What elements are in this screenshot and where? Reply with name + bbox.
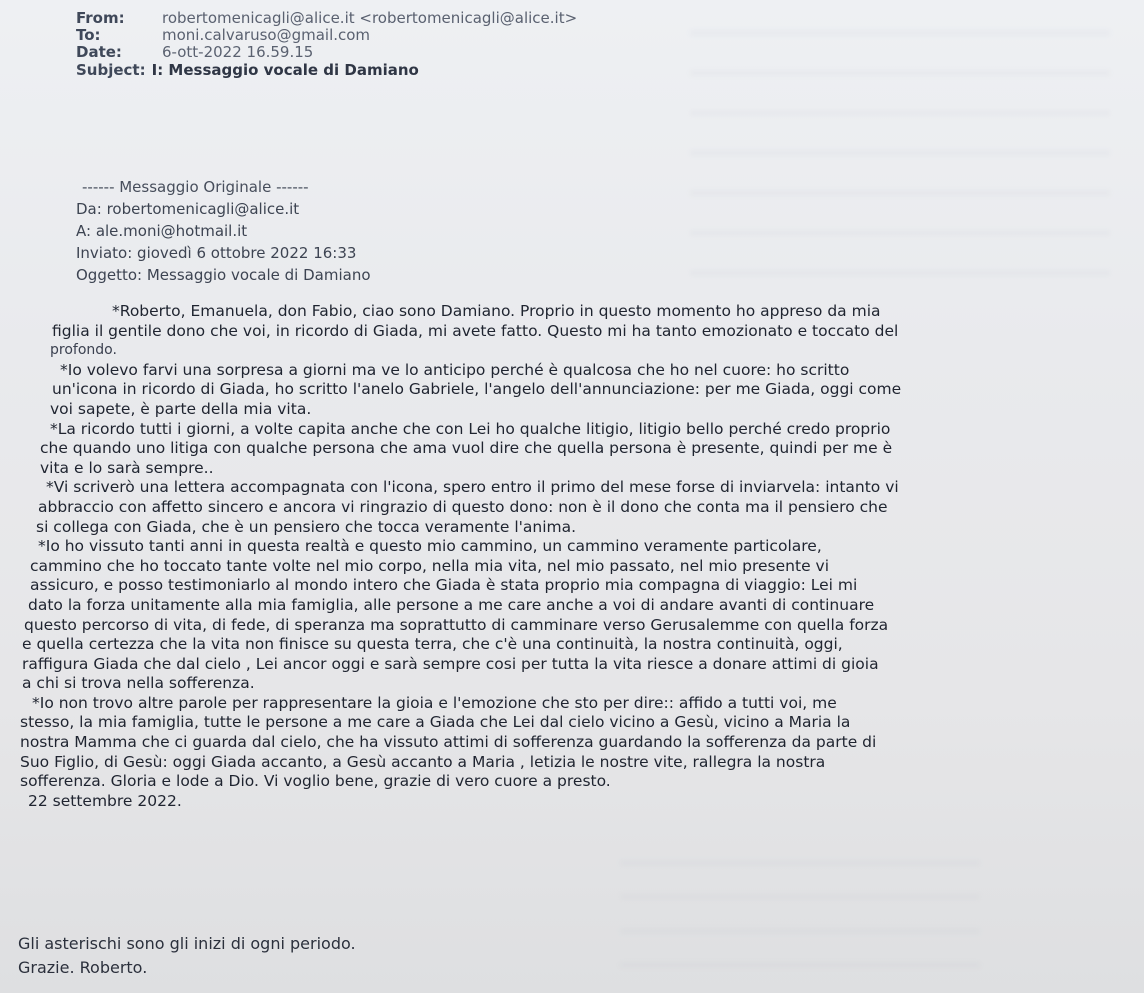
body-line: *Io non trovo altre parole per rappresentare la gioia e l'emozione che sto per dire:: affido a tutti voi, me: [32, 693, 837, 712]
subject-value: I: Messaggio vocale di Damiano: [151, 61, 419, 79]
original-a: A: ale.moni@hotmail.it: [76, 222, 248, 240]
date-label: Date:: [76, 43, 122, 61]
body-line: *Vi scriverò una lettera accompagnata con l'icona, spero entro il primo del mese forse di inviarvela: intanto vi: [46, 478, 899, 497]
footer-note: Gli asterischi sono gli inizi di ogni periodo.: [18, 934, 356, 953]
to-row: [76, 27, 577, 44]
body-line: *Io ho vissuto tanti anni in questa realtà e questo mio cammino, un cammino veramente particolare,: [38, 537, 822, 556]
body-line: nostra Mamma che ci guarda dal cielo, che ha vissuto attimi di sofferenza guardando la sofferenza da parte di: [20, 733, 877, 752]
body-line: *La ricordo tutti i giorni, a volte capita anche che con Lei ho qualche litigio, litigio bello perché credo proprio: [50, 419, 891, 438]
body-line: raffigura Giada che dal cielo , Lei ancor oggi e sarà sempre cosi per tutta la vita riesce a donare attimi di gioia: [22, 654, 879, 673]
date-value: 6-ott-2022 16.59.15: [162, 43, 314, 61]
body-line: sofferenza. Gloria e lode a Dio. Vi voglio bene, grazie di vero cuore a presto.: [20, 772, 611, 791]
body-line: un'icona in ricordo di Giada, ho scritto l'anelo Gabriele, l'angelo dell'annunciazione: per me Giada, oggi come: [52, 380, 902, 399]
body-line: figlia il gentile dono che voi, in ricordo di Giada, mi avete fatto. Questo mi ha tanto emozionato e toccato del: [52, 321, 899, 340]
message-body: [20, 302, 1130, 811]
body-line: dato la forza unitamente alla mia famiglia, alle persone a me care anche a voi di andare avanti di continuare: [28, 595, 875, 614]
body-line: a chi si trova nella sofferenza.: [22, 674, 255, 693]
date-row: [76, 44, 577, 61]
body-line: *Io volevo farvi una sorpresa a giorni ma ve lo anticipo perché è qualcosa che ho nel cuore: ho scritto: [60, 360, 850, 379]
body-line: assicuro, e posso testimoniarlo al mondo intero che Giada è stata proprio mia compagna di viaggio: Lei mi: [30, 576, 858, 595]
body-line: e quella certezza che la vita non finisce su questa terra, che c'è una continuità, la nostra continuità, oggi,: [22, 635, 843, 654]
body-line: voi sapete, è parte della mia vita.: [50, 399, 312, 418]
from-row: [76, 10, 577, 27]
subject-label: Subject:: [76, 61, 146, 79]
footer: [18, 932, 356, 980]
body-line: profondo.: [50, 342, 117, 359]
bleed-through-shadow: [690, 30, 1110, 290]
body-line: abbraccio con affetto sincero e ancora vi ringrazio di questo dono: non è il dono che conta ma il pensiero che: [38, 497, 888, 516]
body-line: *Roberto, Emanuela, don Fabio, ciao sono Damiano. Proprio in questo momento ho appreso da mia: [112, 302, 881, 320]
body-line: che quando uno litiga con qualche persona che ama vuol dire che quella persona è presente, quindi per me è: [40, 439, 893, 458]
original-inviato: Inviato: giovedì 6 ottobre 2022 16:33: [76, 244, 357, 262]
body-line: si collega con Giada, che è un pensiero che tocca veramente l'anima.: [36, 517, 577, 536]
to-value: moni.calvaruso@gmail.com: [162, 26, 371, 44]
to-label: To:: [76, 26, 101, 44]
email-header: [76, 10, 577, 79]
body-date: 22 settembre 2022.: [28, 791, 182, 810]
original-message-block: [76, 176, 371, 286]
body-line: stesso, la mia famiglia, tutte le persone a me care a Giada che Lei dal cielo vicino a Gesù, vicino a Maria la: [20, 713, 851, 732]
body-line: vita e lo sarà sempre..: [40, 458, 214, 477]
body-line: questo percorso di vita, di fede, di speranza ma soprattutto di camminare verso Gerusalemme con quella forza: [24, 615, 889, 634]
footer-signature: Grazie. Roberto.: [18, 958, 148, 977]
original-da: Da: robertomenicagli@alice.it: [76, 200, 300, 218]
body-line: cammino che ho toccato tante volte nel mio corpo, nella mia vita, nel mio passato, nel mio presente vi: [30, 556, 830, 575]
subject-row: [76, 62, 577, 79]
from-label: From:: [76, 9, 125, 27]
original-separator: ------ Messaggio Originale ------: [82, 178, 309, 196]
body-line: Suo Figlio, di Gesù: oggi Giada accanto, a Gesù accanto a Maria , letizia le nostre vite, rallegra la nostra: [20, 752, 826, 771]
bleed-through-shadow-bottom: [620, 860, 980, 980]
original-oggetto: Oggetto: Messaggio vocale di Damiano: [76, 266, 371, 284]
from-value: robertomenicagli@alice.it <robertomenicagli@alice.it>: [162, 9, 578, 27]
